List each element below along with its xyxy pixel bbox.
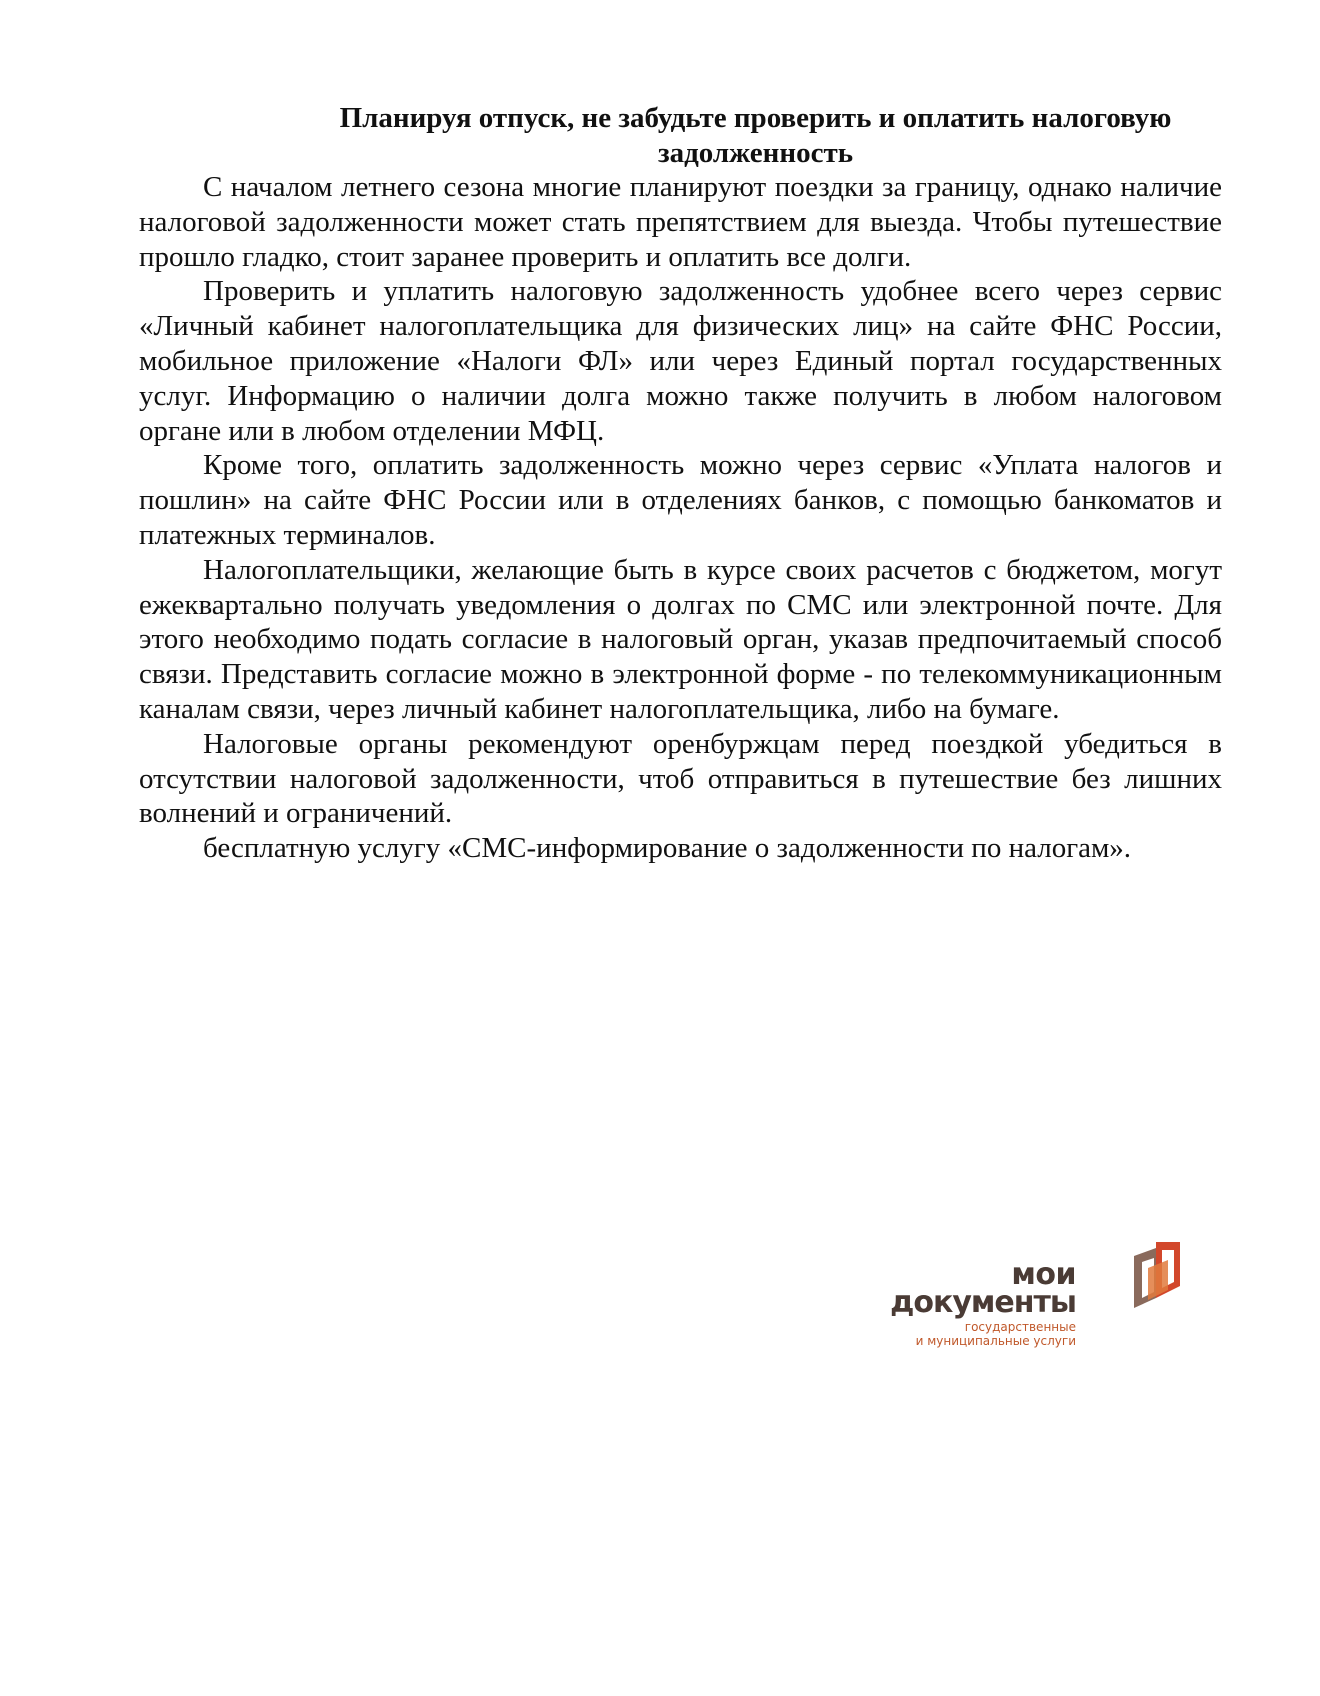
paragraph-notifications: Налогоплательщики, желающие быть в курсе своих расчетов с бюджетом, могут ежеквартально получать уведомления о долгах по СМС или электронной почте. Для этого необходимо подать согласие в налоговый орган, указав предпочитаемый способ связи. Представить согласие можно в электронной форме - по телекоммуникационным каналам связи, через личный кабинет налогоплательщика, либо на бумаге.	[139, 553, 1222, 725]
logo-subtitle-line-1: государственные	[964, 1320, 1076, 1334]
paragraph-recommendation: Налоговые органы рекомендуют оренбуржцам перед поездкой убедиться в отсутствии налоговой задолженности, чтоб отправиться в путешествие без лишних волнений и ограничений.	[139, 727, 1222, 830]
moi-dokumenty-logo	[890, 1240, 1184, 1350]
title-line-2: задолженность	[657, 137, 854, 169]
paragraph-payment-options: Кроме того, оплатить задолженность можно через сервис «Уплата налогов и пошлин» на сайте ФНС России или в отделениях банков, с помощью банкоматов и платежных терминалов.	[139, 449, 1222, 551]
document-title	[139, 101, 1222, 171]
logo-word-dokumenty: документы	[890, 1285, 1076, 1320]
title-line-1: Планируя отпуск, не забудьте проверить и оплатить налоговую	[339, 102, 1172, 134]
logo-word-moi: мои	[1011, 1257, 1076, 1292]
paragraph-sms-service: бесплатную услугу «СМС-информирование о задолженности по налогам».	[203, 832, 1132, 865]
paragraph-how-to-check: Проверить и уплатить налоговую задолженность удобнее всего через сервис «Личный кабинет налогоплательщика для физических лиц» на сайте ФНС России, мобильное приложение «Налоги ФЛ» или через Единый портал государственных услуг. Информацию о наличии долга можно также получить в любом налоговом органе или в любом отделении МФЦ.	[139, 275, 1222, 447]
logo-document-mark-icon	[1126, 1240, 1182, 1312]
logo-subtitle-line-2: и муниципальные услуги	[915, 1334, 1076, 1348]
document-body	[139, 170, 1222, 866]
paragraph-intro: С началом летнего сезона многие планируют поездки за границу, однако наличие налоговой задолженности может стать препятствием для выезда. Чтобы путешествие прошло гладко, стоит заранее проверить и оплатить все долги.	[139, 171, 1222, 273]
